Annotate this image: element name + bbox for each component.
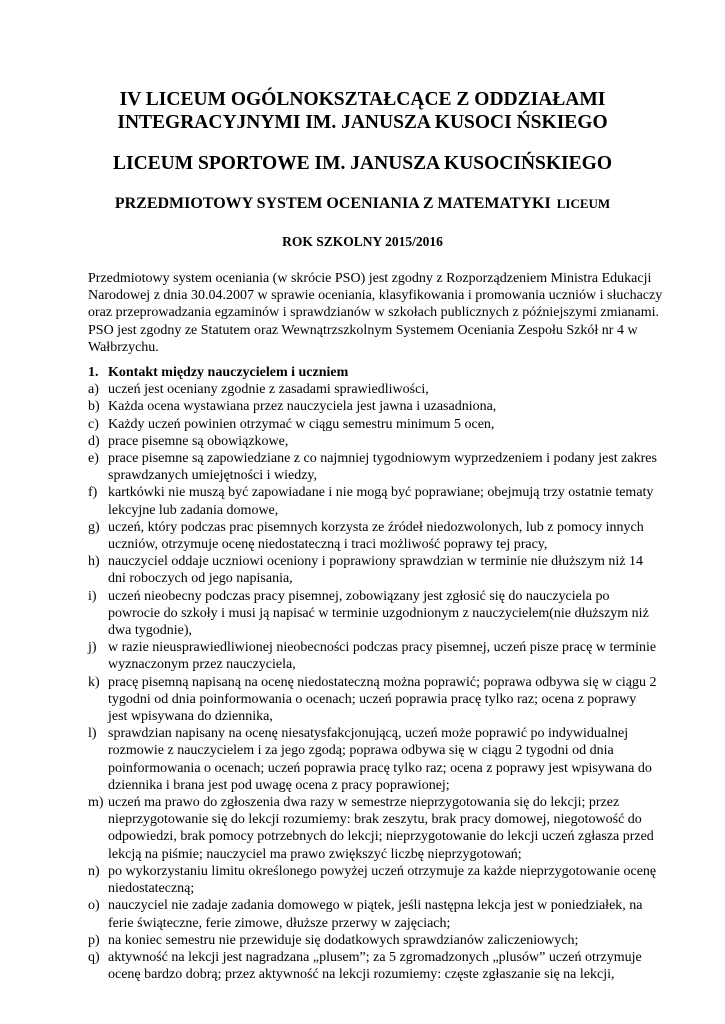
list-item: [88, 450, 657, 484]
list-item-text: dwa tygodnie),: [108, 623, 192, 639]
list-item-text: prace pisemne są obowiązkowe,: [108, 433, 289, 449]
sports-school-heading: LICEUM SPORTOWE IM. JANUSZA KUSOCIŃSKIEGO: [112, 153, 612, 174]
list-item-text: dni roboczych od jego napisania,: [108, 571, 293, 587]
list-item: [88, 725, 650, 794]
list-item-letter: o): [88, 898, 100, 914]
list-item-letter: k): [88, 674, 100, 690]
list-item-text: po wykorzystaniu limitu określonego powyżej uczeń otrzymuje za każde nieprzygotowanie ocenę: [108, 863, 657, 879]
system-title-text: PRZEDMIOTOWY SYSTEM OCENIANIA Z MATEMATYKI: [114, 195, 551, 212]
list-item: [88, 588, 650, 640]
list-item-text: ocenę bardzo dobrą; przez aktywność na lekcji rozumiemy: częste zgłaszanie się na lekcji,: [108, 967, 615, 983]
list-item-text: odpowiedzi, brak pomocy potrzebnych do lekcji; nieprzygotowanie do lekcji uczeń zgłasza przed: [108, 829, 654, 845]
list-item-letter: e): [88, 451, 99, 467]
list-item-text: uczeń nieobecny podczas pracy pisemnej, zobowiązany jest zgłosić się do nauczyciela po: [108, 588, 610, 604]
list-item: [88, 863, 657, 897]
school-name-heading: [60, 88, 665, 134]
list-item-text: na koniec semestru nie przewiduje się dodatkowych sprawdzianów zaliczeniowych;: [108, 932, 579, 948]
list-item-text: ferie świąteczne, ferie zimowe, dłuższe przerwy w zajęciach;: [108, 915, 451, 931]
list-item-text: tygodni od dnia poinformowania o ocenach; uczeń poprawia pracę tylko raz; ocena z poprawy: [108, 691, 637, 707]
list-item-letter: l): [88, 726, 97, 742]
list-item-text: Każdy uczeń powinien otrzymać w ciągu semestru minimum 5 ocen,: [108, 416, 495, 432]
list-item-text: w razie nieusprawiedliwionej nieobecności podczas pracy pisemnej, uczeń pisze pracę w terminie: [108, 640, 657, 656]
list-item: [88, 553, 650, 587]
list-item-letter: m): [88, 795, 104, 811]
list-item-text: sprawdzanych umiejętności i wiedzy,: [108, 468, 318, 484]
list-item-text: nauczyciel oddaje uczniowi oceniony i poprawiony sprawdzian w terminie nie dłuższym niż 14: [108, 554, 643, 570]
section-heading: [88, 364, 650, 381]
list-item: [88, 674, 657, 726]
system-title-suffix: LICEUM: [556, 196, 611, 211]
rules-list: [88, 381, 657, 983]
list-item-text: lekcją na piśmie; nauczyciel ma prawo zwiększyć liczbę nieprzygotowań;: [108, 846, 522, 862]
intro-line: Przedmiotowy system oceniania (w skrócie PSO) jest zgodny z Rozporządzeniem Ministra Edukacji: [88, 271, 652, 286]
list-item-text: dziennika i brana jest pod uwagę ocena z pracy poprawionej;: [108, 777, 450, 793]
school-name-line-2: INTEGRACYJNYMI IM. JANUSZA KUSOCI ŃSKIEGO: [117, 112, 608, 133]
list-item-text: jest wpisywana do dziennika,: [108, 709, 273, 725]
list-item-letter: h): [88, 554, 100, 570]
list-item: [88, 416, 650, 433]
list-item-letter: g): [88, 519, 100, 535]
list-item-text: lekcyjne lub zadania domowe,: [108, 502, 279, 518]
school-name-line-1: IV LICEUM OGÓLNOKSZTAŁCĄCE Z ODDZIAŁAMI: [119, 89, 606, 110]
list-item-letter: a): [88, 382, 99, 398]
list-item-letter: q): [88, 949, 100, 965]
list-item-letter: p): [88, 932, 100, 948]
list-item: [88, 932, 650, 949]
list-item: [88, 949, 650, 983]
list-item-text: aktywność na lekcji jest nagradzana „plusem”; za 5 zgromadzonych „plusów” uczeń otrzymuje: [108, 949, 642, 965]
list-item: [88, 433, 650, 450]
list-item-letter: f): [88, 485, 98, 501]
list-item-text: nieprzygotowanie się do lekcji rozumiemy: brak zeszytu, brak pracy domowej, niegotowość do: [108, 812, 642, 828]
list-item-letter: j): [88, 640, 97, 656]
intro-line: PSO jest zgodny ze Statutem oraz Wewnątrzszkolnym Systemem Oceniania Zespołu Szkół nr 4 w: [88, 322, 638, 338]
list-item-text: nauczyciel nie zadaje zadania domowego w piątek, jeśli następna lekcja jest w poniedziałek, na: [108, 898, 643, 914]
list-item-letter: b): [88, 399, 100, 415]
list-item: [88, 484, 654, 518]
list-item-text: sprawdzian napisany na ocenę niesatysfakcjonującą, uczeń może poprawić po indywidualnej: [108, 726, 629, 742]
list-item: [88, 897, 650, 931]
intro-line: Wałbrzychu.: [88, 339, 159, 355]
list-item-letter: n): [88, 863, 100, 879]
list-item: [88, 398, 650, 415]
list-item-text: powrocie do szkoły i musi ją napisać w terminie uzgodnionym z nauczycielem(nie dłuższym niż: [108, 605, 649, 621]
list-item-text: pracę pisemną napisaną na ocenę niedostateczną można poprawić; poprawa odbywa się w ciągu 2: [108, 674, 657, 690]
system-title: [40, 194, 685, 214]
intro-line: Narodowej z dnia 30.04.2007 w sprawie oceniania, klasyfikowania i promowania uczniów i słuchaczy: [88, 288, 663, 304]
section-1: [88, 364, 657, 983]
list-item: [88, 639, 657, 673]
list-item-text: uczniów, otrzymuje ocenę niedostateczną i traci możliwość poprawy tej pracy,: [108, 537, 548, 553]
school-year: ROK SZKOLNY 2015/2016: [282, 234, 443, 249]
list-item-letter: c): [88, 416, 99, 432]
intro-paragraph: [88, 270, 663, 356]
list-item-text: niedostateczną;: [108, 881, 195, 897]
list-item-text: prace pisemne są zapowiedziane z co najmniej tygodniowym wyprzedzeniem i podany jest zakres: [108, 451, 657, 467]
list-item-text: kartkówki nie muszą być zapowiadane i nie mogą być poprawiane; obejmują trzy ostatnie tematy: [108, 485, 654, 501]
list-item: [88, 519, 650, 553]
list-item-text: uczeń jest oceniany zgodnie z zasadami sprawiedliwości,: [108, 382, 429, 398]
intro-line: oraz przeprowadzania egzaminów i sprawdzianów w szkołach publicznych z późniejszymi zmianami.: [88, 305, 660, 321]
list-item-letter: d): [88, 433, 100, 449]
list-item-text: wyznaczonym przez nauczyciela,: [108, 657, 296, 673]
list-item: [88, 381, 650, 398]
section-title: Kontakt między nauczycielem i uczniem: [108, 365, 349, 380]
list-item-text: rozmowie z nauczycielem i za jego zgodą; poprawa odbywa się w ciągu 2 tygodni od dnia: [108, 743, 614, 759]
list-item-text: uczeń, który podczas prac pisemnych korzysta ze źródeł niedozwolonych, lub z pomocy innych: [108, 519, 644, 535]
list-item-text: uczeń ma prawo do zgłoszenia dwa razy w semestrze nieprzygotowania się do lekcji; przez: [108, 795, 620, 811]
list-item: [88, 794, 654, 863]
list-item-text: poinformowania o ocenach; uczeń poprawia pracę tylko raz; ocena z poprawy jest wpisywana do: [108, 760, 652, 776]
list-item-text: Każda ocena wystawiana przez nauczyciela jest jawna i uzasadniona,: [108, 399, 497, 415]
section-number: 1.: [88, 365, 99, 380]
list-item-letter: i): [88, 588, 97, 604]
